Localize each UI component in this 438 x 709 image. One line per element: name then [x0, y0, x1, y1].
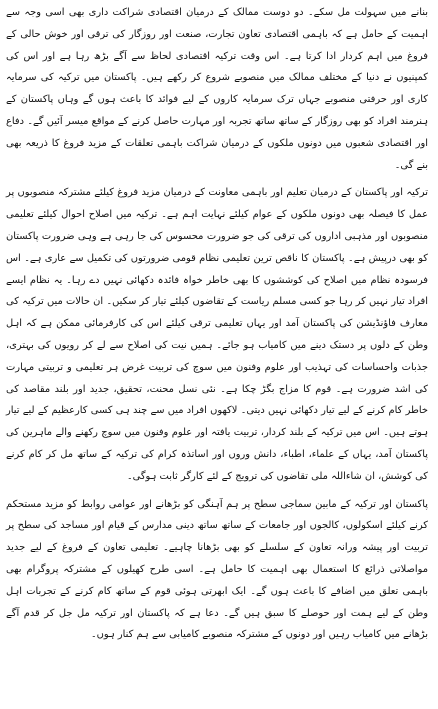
- article-paragraph-3: پاکستان اور ترکیہ کے مابین سماجی سطح پر ہم آہنگی کو بڑھانے اور عوامی روابط کو مزید مستحکم کرنے کیلئے اسکولوں، کالجوں اور جامعات کے ساتھ ساتھ دینی مدارس کے قیام اور مساجد کی سطح پر تربیت اور پیشہ ورانہ تعاون کے سلسلے کو بھی بڑھانا چاہیے۔ تعلیمی تعاون کے فروغ کے لیے جدید مواصلاتی ذرائع کا استعمال بھی اہمیت کا حامل ہے۔ اسی طرح کھیلوں کے مشترکہ پروگرام بھی باہمی تعلق میں اضافے کا باعث ہوں گے۔ ایک ابھرتی ہوئی قوم کے ساتھ کام کرنے کے تجربات اہل وطن کے لیے ہمت اور حوصلے کا سبق ہیں گے۔ دعا ہے کہ پاکستان اور ترکیہ مل جل کر قدم آگے بڑھانے میں کامیاب رہیں اور دونوں کے مشترکہ منصوبے کامیابی سے ہم کنار ہوں۔: [6, 498, 428, 641]
- article-paragraph-1: بنانے میں سہولت مل سکے۔ دو دوست ممالک کے درمیان اقتصادی شراکت داری بھی اسی وجہ سے اہمیت کے حامل ہے کہ باہمی اقتصادی تعاون تجارت، صنعت اور روزگار کی ترقی اور خوش حالی کے فروغ میں اہم کردار ادا کرتا ہے۔ اس وقت ترکیہ اقتصادی لحاظ سے آگے بڑھ رہا ہے اور اس کی کمپنیوں نے دنیا کے مختلف ممالک میں منصوبے شروع کر رکھے ہیں۔ پاکستان میں ترکیہ کی سرمایہ کاری اور حرفتی منصوبے جہاں ترک سرمایہ کاروں کے لیے فوائد کا باعث ہوں گے وہاں پاکستان کے ہنرمند افراد کو بھی روزگار کے ساتھ ساتھ تجربہ اور مہارت حاصل کرنے کے مواقع میسر آئیں گے۔ دفاع اور اقتصادی شعبوں میں دونوں ملکوں کے درمیان شراکت باہمی تعلقات کے مزید فروغ کا ذریعہ بھی بنے گی۔: [6, 7, 428, 171]
- article-paragraph-2: ترکیہ اور پاکستان کے درمیان تعلیم اور باہمی معاونت کے درمیان مزید فروغ کیلئے مشترکہ منصوبوں پر عمل کا فیصلہ بھی دونوں ملکوں کے عوام کیلئے نہایت اہم ہے۔ ترکیہ میں اصلاح احوال کیلئے تعلیمی منصوبوں اور مذہبی اداروں کی ترقی کی جو ضرورت محسوس کی جا رہی ہے وہی ضرورت پاکستان کو بھی درپیش ہے۔ پاکستان کا ناقص ترین تعلیمی نظام قومی ضرورتوں کی تکمیل سے عاری ہے۔ اس فرسودہ نظام میں اصلاح کی کوششوں کا بھی خاطر خواہ فائدہ دکھائی نہیں دے رہا۔ یہ نظام ایسے افراد تیار نہیں کر رہا جو کسی مسلم ریاست کے تقاضوں کیلئے تیار کر سکیں۔ ان حالات میں ترکیہ کی معارف فاؤنڈیشن کی پاکستان آمد اور یہاں تعلیمی ترقی کیلئے اس کی کارفرمائی ممکن ہے کہ اہل وطن کے دلوں پر دستک دینے میں کامیاب ہو جائے۔ ہمیں نیت کی اصلاح سے لے کر رویوں کی بہتری، جذبات واحساسات کی تہذیب اور علوم وفنون میں سوچ کی تربیت غرض ہر تعلیمی و تربیتی مہارت کی اشد ضرورت ہے۔ قوم کا مزاج بگڑ چکا ہے۔ نئی نسل محنت، تحقیق، جدید اور بلند مقاصد کی خاطر کام کرنے کے لیے تیار دکھائی نہیں دیتی۔ لاکھوں افراد میں سے چند ہی کسی کارعظیم کے لیے تیار ہوتے ہیں۔ اس میں ترکیہ کے بلند کردار، تربیت یافتہ اور علوم وفنون میں سوچ رکھنے والے ماہرین کی پاکستان آمد، یہاں کے علماء، اطباء، دانش وروں اور اساتذہ کرام کی ترکیہ کے ساتھ مل کر کام کرنے کی کوشش، ان شاءاللہ ملی تقاضوں کی ترویج کے لئے کارگر ثابت ہوگی۔: [6, 187, 428, 482]
